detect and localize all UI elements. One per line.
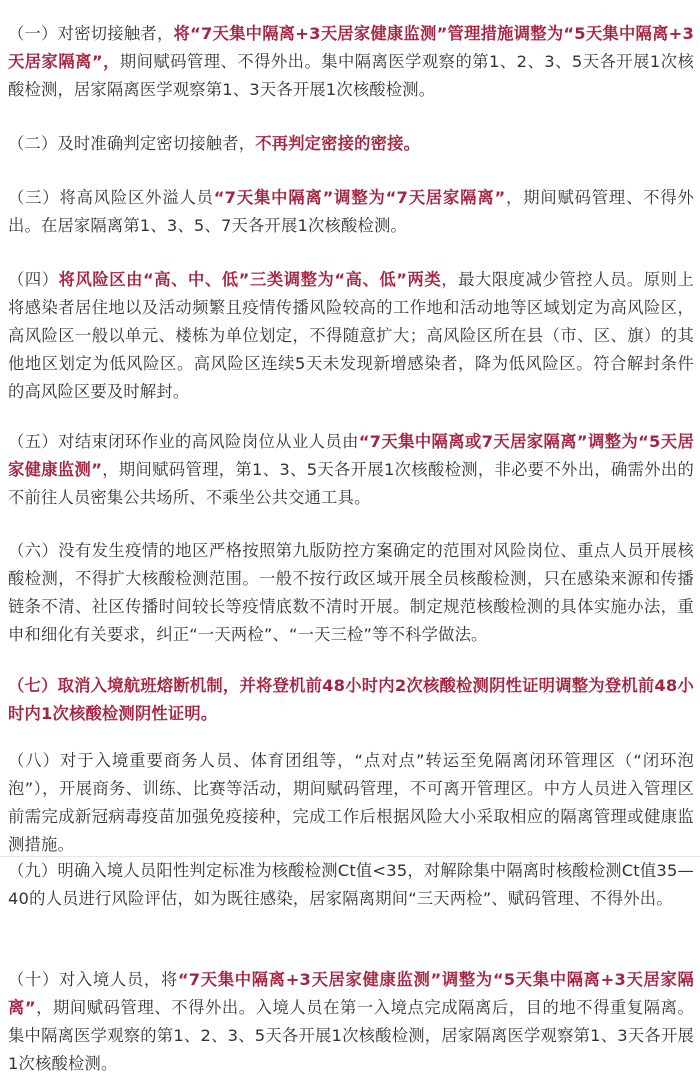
p10-text-b: ，期间赋码管理、不得外出。入境人员在第一入境点完成隔离后，目的地不得重复隔离。集中隔离医学观察的第1、2、3、5天各开展1次核酸检测，居家隔离医学观察第1、3天各开展1次核酸检测。 [8, 998, 694, 1073]
p4-text-b: ，最大限度减少管控人员。原则上将感染者居住地以及活动频繁且疫情传播风险较高的工作地和活动地等区域划定为高风险区，高风险区一般以单元、楼栋为单位划定，不得随意扩大；高风险区所在县（市、区、旗）的其他地区划定为低风险区。高风险区连续5天未发现新增感染者，降为低风险区。符合解封条件的高风险区要及时解封。 [8, 270, 694, 401]
paragraph-8 [8, 747, 694, 859]
p9-text: （九）明确入境人员阳性判定标准为核酸检测Ct值<35，对解除集中隔离时核酸检测Ct值35—40的人员进行风险评估，如为既往感染，居家隔离期间“三天两检”、赋码管理、不得外出。 [8, 861, 694, 908]
p1-text-a: （一）对密切接触者， [8, 24, 174, 43]
paragraph-5 [8, 428, 694, 512]
paragraph-3 [8, 184, 694, 240]
paragraph-2 [8, 130, 694, 158]
p1-text-b: 期间赋码管理、不得外出。集中隔离医学观察的第1、2、3、5天各开展1次核酸检测，居家隔离医学观察第1、3天各开展1次核酸检测。 [8, 52, 694, 99]
p3-text-b: ，期间赋码管理、不得外出。在居家隔离第1、3、5、7天各开展1次核酸检测。 [8, 188, 695, 235]
p8-text: （八）对于入境重要商务人员、体育团组等，“点对点”转运至免隔离闭环管理区（“闭环泡泡”），开展商务、训练、比赛等活动，期间赋码管理，不可离开管理区。中方人员进入管理区前需完成新冠病毒疫苗加强免疫接种，完成工作后根据风险大小采取相应的隔离管理或健康监测措施。 [8, 751, 694, 854]
p7-highlight: 取消入境航班熔断机制，并将登机前48小时内2次核酸检测阴性证明调整为登机前48小时内1次核酸检测阴性证明。 [8, 676, 694, 723]
paragraph-4 [8, 266, 694, 406]
paragraph-7 [8, 672, 694, 728]
p1-highlight: 将“7天集中隔离+3天居家健康监测”管理措施调整为“5天集中隔离+3天居家隔离”， [8, 24, 694, 71]
p3-text-a: （三）将高风险区外溢人员 [8, 188, 214, 207]
p5-text-a: （五）对结束闭环作业的高风险岗位从业人员由 [8, 432, 359, 451]
paragraph-6 [8, 537, 694, 649]
p4-highlight: 将风险区由“高、中、低”三类调整为“高、低”两类 [58, 270, 442, 289]
p2-text-a: （二）及时准确判定密切接触者， [8, 134, 256, 153]
p2-highlight: 不再判定密接的密接。 [255, 134, 421, 153]
p7-number: （七） [8, 676, 58, 695]
p6-text: （六）没有发生疫情的地区严格按照第九版防控方案确定的范围对风险岗位、重点人员开展核酸检测，不得扩大核酸检测范围。一般不按行政区域开展全员核酸检测，只在感染来源和传播链条不清、社区传播时间较长等疫情底数不清时开展。制定规范核酸检测的具体实施办法，重申和细化有关要求，纠正“一天两检”、“一天三检”等不科学做法。 [8, 541, 694, 644]
p5-highlight: “7天集中隔离或7天居家隔离”调整为“5天居家健康监测” [8, 432, 694, 479]
paragraph-1 [8, 20, 694, 104]
p10-highlight: “7天集中隔离+3天居家健康监测”调整为“5天集中隔离+3天居家隔离” [8, 970, 694, 1017]
p4-text-a: （四） [8, 270, 59, 289]
paragraph-9 [8, 857, 694, 913]
paragraph-10 [8, 966, 694, 1078]
p5-text-b: ，期间赋码管理，第1、3、5天各开展1次核酸检测，非必要不外出，确需外出的不前往人员密集公共场所、不乘坐公共交通工具。 [8, 460, 694, 507]
p3-highlight: “7天集中隔离”调整为“7天居家隔离” [213, 188, 506, 207]
p10-text-a: （十）对入境人员，将 [8, 970, 178, 989]
